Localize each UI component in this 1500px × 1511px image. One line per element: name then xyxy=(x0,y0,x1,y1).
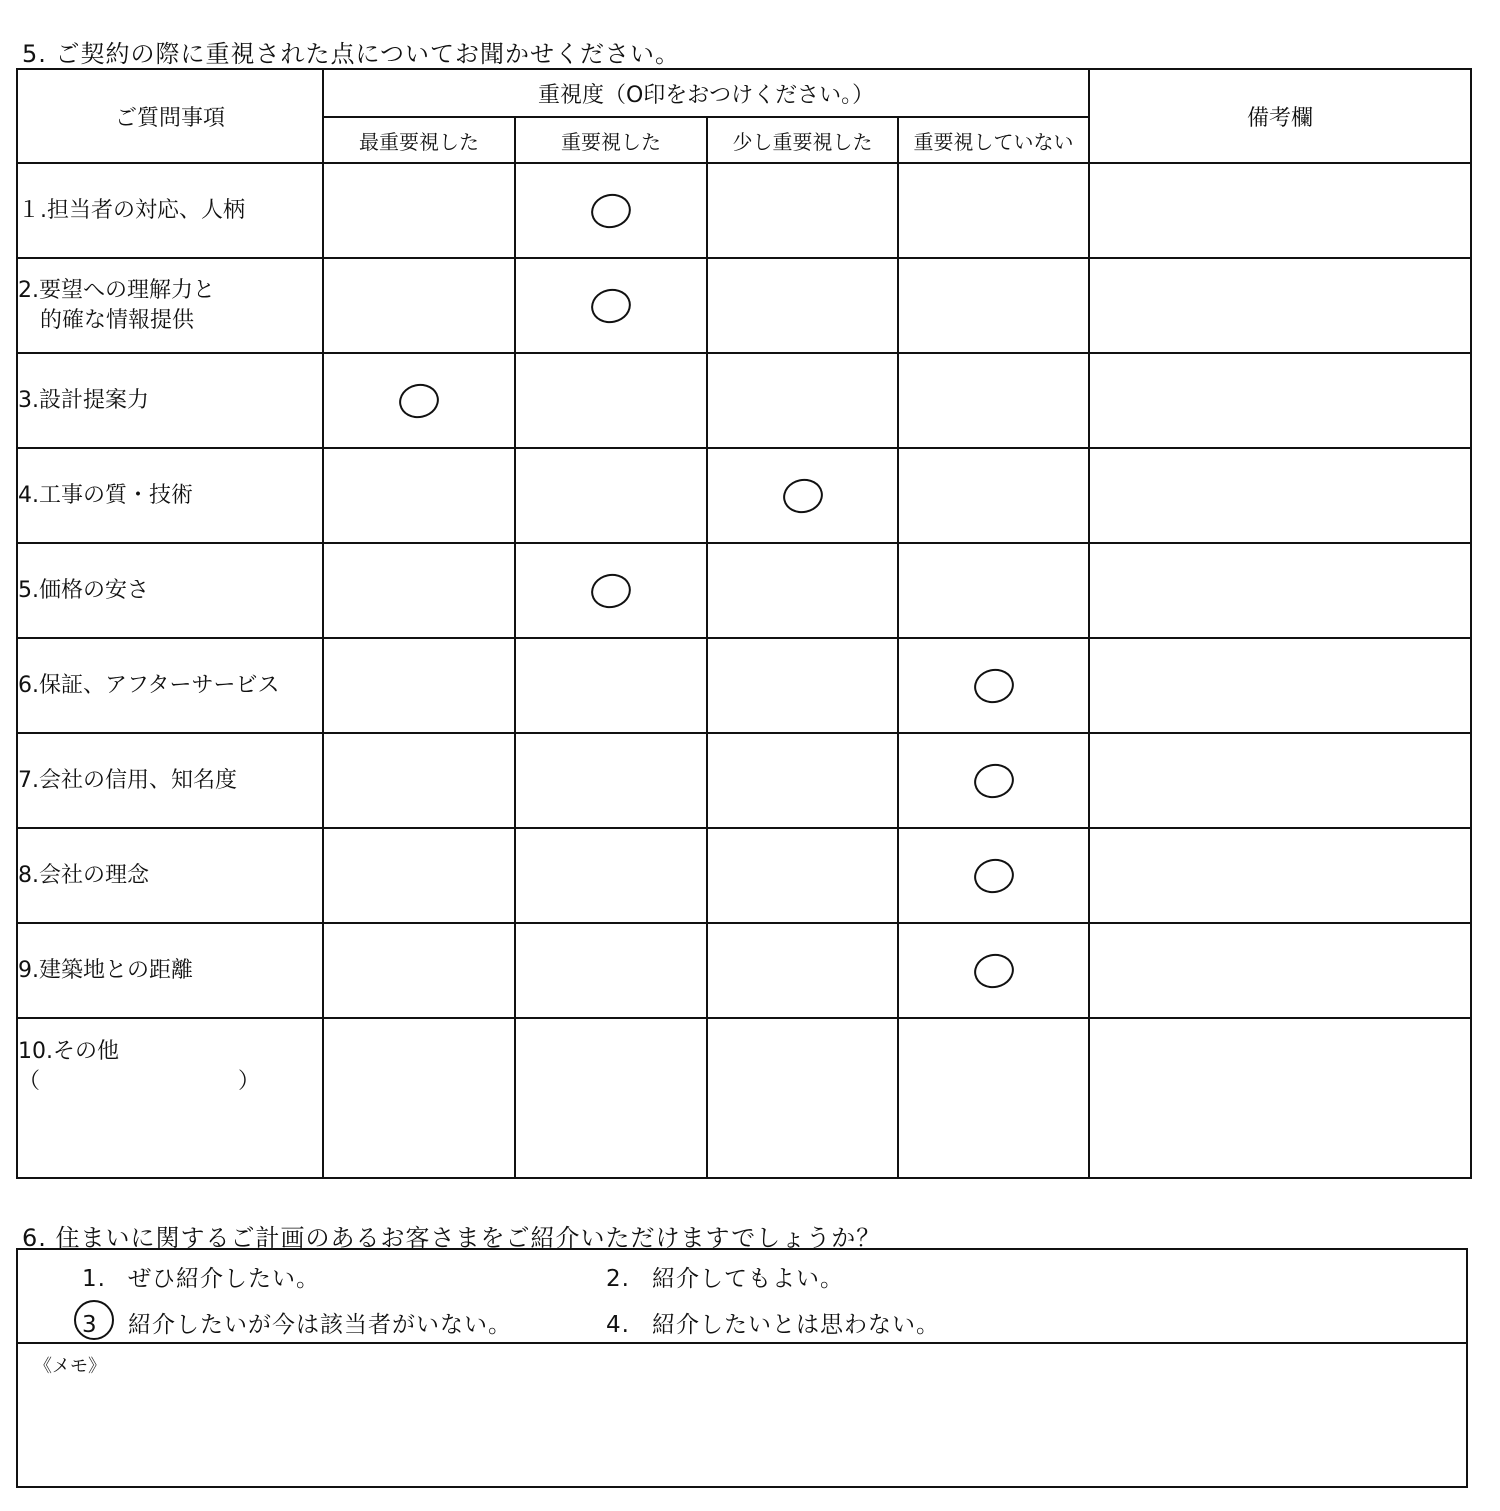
importance-cell[interactable] xyxy=(323,258,515,353)
hand-drawn-circle-mark xyxy=(970,665,1016,707)
importance-cell[interactable] xyxy=(707,1018,898,1178)
question-label: 4.工事の質・技術 xyxy=(17,448,323,543)
question-label: 2.要望への理解力と 的確な情報提供 xyxy=(17,258,323,353)
remarks-cell[interactable] xyxy=(1089,733,1471,828)
importance-cell[interactable] xyxy=(707,353,898,448)
importance-cell[interactable] xyxy=(707,733,898,828)
remarks-cell[interactable] xyxy=(1089,163,1471,258)
header-question: ご質問事項 xyxy=(17,69,323,163)
hand-drawn-circle-mark xyxy=(588,190,634,232)
importance-cell[interactable] xyxy=(323,163,515,258)
option-3-text: 紹介したいが今は該当者がいない。 xyxy=(128,1312,512,1338)
hand-drawn-circle-mark xyxy=(396,380,442,422)
importance-cell[interactable] xyxy=(515,258,707,353)
remarks-cell[interactable] xyxy=(1089,258,1471,353)
importance-cell[interactable] xyxy=(323,638,515,733)
option-1[interactable] xyxy=(82,1260,320,1293)
section6-title: 6. 住まいに関するご計画のあるお客さまをご紹介いただけますでしょうか？ xyxy=(22,1224,882,1252)
option-4-text: 紹介したいとは思わない。 xyxy=(652,1312,940,1338)
option-3-number: 3 xyxy=(82,1312,98,1338)
hand-drawn-circle-mark xyxy=(970,760,1016,802)
importance-cell[interactable] xyxy=(898,923,1089,1018)
remarks-cell[interactable] xyxy=(1089,353,1471,448)
importance-cell[interactable] xyxy=(515,163,707,258)
importance-cell[interactable] xyxy=(707,828,898,923)
importance-cell[interactable] xyxy=(707,543,898,638)
question-label: 10.その他 （ ） xyxy=(17,1018,323,1178)
importance-cell[interactable] xyxy=(323,923,515,1018)
header-level-most: 最重要視した xyxy=(323,117,515,163)
importance-cell[interactable] xyxy=(515,828,707,923)
table-row xyxy=(17,258,1471,353)
importance-cell[interactable] xyxy=(898,258,1089,353)
importance-cell[interactable] xyxy=(323,1018,515,1178)
remarks-cell[interactable] xyxy=(1089,923,1471,1018)
hand-drawn-circle-mark xyxy=(779,475,825,517)
option-2-number: 2. xyxy=(606,1266,630,1292)
header-importance: 重視度（O印をおつけください。） xyxy=(323,69,1089,117)
table-row xyxy=(17,828,1471,923)
hand-drawn-circle-mark xyxy=(588,285,634,327)
hand-drawn-circle-mark xyxy=(970,950,1016,992)
table-row xyxy=(17,638,1471,733)
referral-options xyxy=(16,1248,1468,1344)
memo-label: 《メモ》 xyxy=(34,1356,106,1377)
header-level-slightly: 少し重要視した xyxy=(707,117,898,163)
importance-cell[interactable] xyxy=(515,353,707,448)
importance-cell[interactable] xyxy=(898,828,1089,923)
importance-cell[interactable] xyxy=(898,353,1089,448)
importance-cell[interactable] xyxy=(707,258,898,353)
importance-cell[interactable] xyxy=(323,828,515,923)
question-label: 3.設計提案力 xyxy=(17,353,323,448)
importance-cell[interactable] xyxy=(898,1018,1089,1178)
importance-cell[interactable] xyxy=(515,543,707,638)
header-level-not: 重要視していない xyxy=(898,117,1089,163)
remarks-cell[interactable] xyxy=(1089,828,1471,923)
hand-drawn-circle-mark xyxy=(970,855,1016,897)
importance-cell[interactable] xyxy=(323,543,515,638)
question-label: 6.保証、アフターサービス xyxy=(17,638,323,733)
remarks-cell[interactable] xyxy=(1089,638,1471,733)
remarks-cell[interactable] xyxy=(1089,1018,1471,1178)
memo-box[interactable] xyxy=(16,1344,1468,1488)
importance-cell[interactable] xyxy=(515,733,707,828)
option-4[interactable] xyxy=(606,1306,940,1339)
importance-cell[interactable] xyxy=(323,733,515,828)
header-level-important: 重要視した xyxy=(515,117,707,163)
importance-cell[interactable] xyxy=(515,1018,707,1178)
header-remarks: 備考欄 xyxy=(1089,69,1471,163)
importance-cell[interactable] xyxy=(898,543,1089,638)
importance-cell[interactable] xyxy=(515,923,707,1018)
option-3[interactable] xyxy=(82,1306,512,1339)
table-row xyxy=(17,543,1471,638)
importance-cell[interactable] xyxy=(707,923,898,1018)
importance-cell[interactable] xyxy=(898,163,1089,258)
table-row xyxy=(17,1018,1471,1178)
importance-cell[interactable] xyxy=(323,448,515,543)
table-row xyxy=(17,448,1471,543)
importance-cell[interactable] xyxy=(323,353,515,448)
table-row xyxy=(17,733,1471,828)
option-2-text: 紹介してもよい。 xyxy=(652,1266,844,1292)
remarks-cell[interactable] xyxy=(1089,448,1471,543)
option-1-number: 1. xyxy=(82,1266,106,1292)
importance-cell[interactable] xyxy=(707,638,898,733)
question-label: 8.会社の理念 xyxy=(17,828,323,923)
option-4-number: 4. xyxy=(606,1312,630,1338)
importance-cell[interactable] xyxy=(898,733,1089,828)
section5-title: 5. ご契約の際に重視された点についてお聞かせください。 xyxy=(22,40,681,68)
table-row xyxy=(17,163,1471,258)
hand-drawn-circle-mark xyxy=(588,570,634,612)
importance-cell[interactable] xyxy=(515,638,707,733)
question-label: 7.会社の信用、知名度 xyxy=(17,733,323,828)
option-2[interactable] xyxy=(606,1260,844,1293)
importance-cell[interactable] xyxy=(707,448,898,543)
importance-table xyxy=(16,68,1472,1179)
importance-cell[interactable] xyxy=(898,448,1089,543)
table-row xyxy=(17,353,1471,448)
remarks-cell[interactable] xyxy=(1089,543,1471,638)
option-1-text: ぜひ紹介したい。 xyxy=(128,1266,320,1292)
question-label: 9.建築地との距離 xyxy=(17,923,323,1018)
table-row xyxy=(17,923,1471,1018)
question-label: １.担当者の対応、人柄 xyxy=(17,163,323,258)
importance-cell[interactable] xyxy=(515,448,707,543)
importance-cell[interactable] xyxy=(707,163,898,258)
importance-cell[interactable] xyxy=(898,638,1089,733)
question-label: 5.価格の安さ xyxy=(17,543,323,638)
